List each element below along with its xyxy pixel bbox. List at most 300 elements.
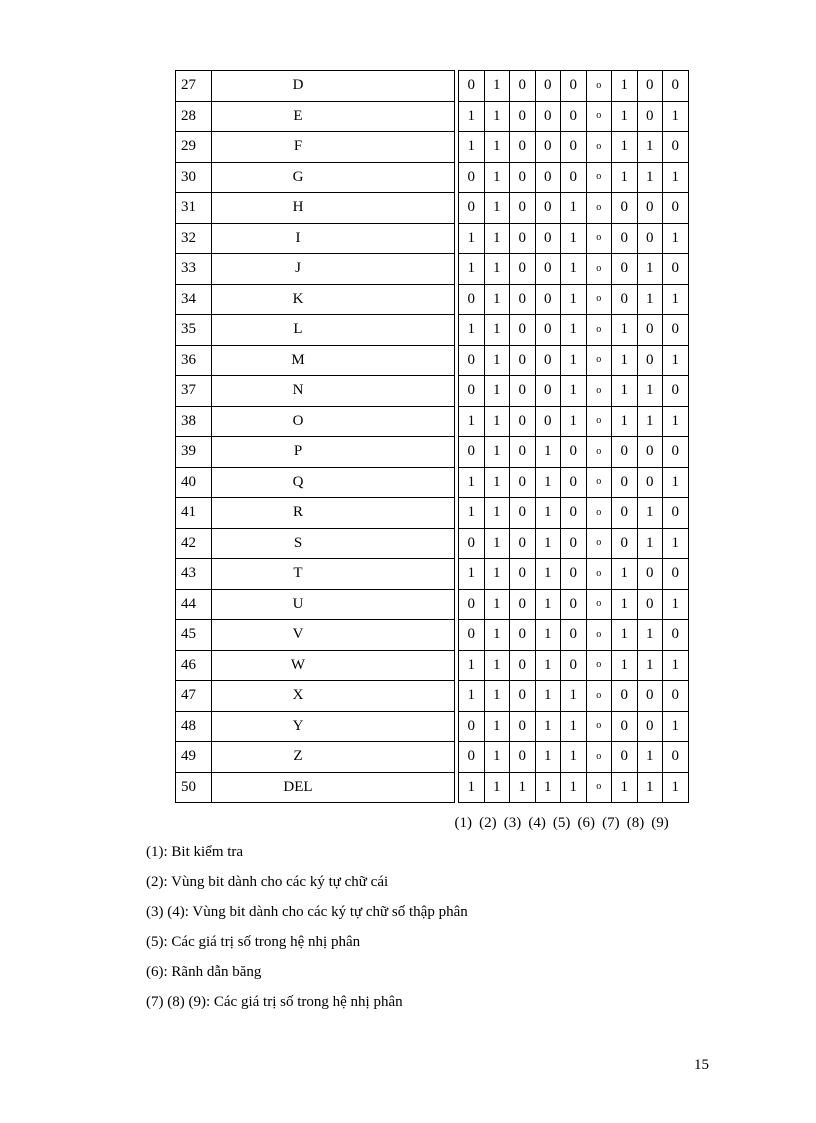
bit-cell: 1 <box>612 589 638 620</box>
bit-cell: 1 <box>484 559 510 590</box>
bit-cell: 1 <box>637 162 663 193</box>
bit-cell: 0 <box>561 71 587 102</box>
row-number: 47 <box>176 681 212 712</box>
table-row <box>176 71 689 102</box>
column-label: (8) <box>626 815 645 831</box>
bit-cell: 1 <box>459 681 485 712</box>
bit-cell: 0 <box>510 162 536 193</box>
code-table-body <box>176 71 689 803</box>
row-character: L <box>212 315 455 346</box>
sprocket-hole-cell: o <box>586 528 612 559</box>
table-row <box>176 254 689 285</box>
bit-cell: 0 <box>535 223 561 254</box>
column-label: (1) <box>454 815 473 831</box>
bit-cell: 0 <box>510 711 536 742</box>
bit-cell: 0 <box>612 467 638 498</box>
bit-cell: 1 <box>459 223 485 254</box>
sprocket-hole-cell: o <box>586 467 612 498</box>
sprocket-hole-cell: o <box>586 406 612 437</box>
bit-cell: 0 <box>535 315 561 346</box>
bit-cell: 1 <box>637 284 663 315</box>
bit-cell: 1 <box>612 650 638 681</box>
bit-cell: 0 <box>459 162 485 193</box>
bit-cell: 0 <box>510 71 536 102</box>
bit-cell: 1 <box>663 711 689 742</box>
note-line: (6): Rãnh dẫn băng <box>146 964 262 980</box>
column-label: (7) <box>602 815 620 831</box>
bit-cell: 0 <box>663 498 689 529</box>
row-character: E <box>212 101 455 132</box>
bit-cell: 1 <box>484 437 510 468</box>
row-character: T <box>212 559 455 590</box>
sprocket-hole-cell: o <box>586 437 612 468</box>
sprocket-hole-cell: o <box>586 254 612 285</box>
bit-cell: 0 <box>459 742 485 773</box>
bit-cell: 1 <box>510 772 536 803</box>
bit-cell: 1 <box>637 742 663 773</box>
column-label: (9) <box>651 815 669 831</box>
row-number: 32 <box>176 223 212 254</box>
bit-cell: 1 <box>484 498 510 529</box>
bit-cell: 1 <box>535 650 561 681</box>
bit-cell: 0 <box>663 193 689 224</box>
bit-cell: 1 <box>484 376 510 407</box>
bit-cell: 1 <box>535 437 561 468</box>
bit-cell: 1 <box>663 406 689 437</box>
row-character: H <box>212 193 455 224</box>
bit-cell: 0 <box>637 223 663 254</box>
row-character: Z <box>212 742 455 773</box>
bit-cell: 1 <box>663 162 689 193</box>
bit-cell: 0 <box>561 650 587 681</box>
table-row <box>176 101 689 132</box>
row-number: 37 <box>176 376 212 407</box>
sprocket-hole-cell: o <box>586 498 612 529</box>
bit-cell: 1 <box>561 711 587 742</box>
bit-cell: 0 <box>510 315 536 346</box>
row-character: P <box>212 437 455 468</box>
bit-cell: 1 <box>637 254 663 285</box>
bit-cell: 1 <box>484 101 510 132</box>
bit-cell: 1 <box>484 467 510 498</box>
row-number: 46 <box>176 650 212 681</box>
bit-cell: 1 <box>484 742 510 773</box>
bit-cell: 1 <box>459 498 485 529</box>
bit-cell: 1 <box>561 406 587 437</box>
bit-cell: 1 <box>484 315 510 346</box>
bit-cell: 0 <box>637 315 663 346</box>
bit-cell: 1 <box>612 559 638 590</box>
bit-cell: 1 <box>612 132 638 163</box>
row-number: 35 <box>176 315 212 346</box>
column-label: (5) <box>552 815 571 831</box>
bit-cell: 1 <box>663 223 689 254</box>
bit-cell: 1 <box>459 650 485 681</box>
bit-cell: 0 <box>510 406 536 437</box>
bit-cell: 0 <box>535 345 561 376</box>
bit-cell: 0 <box>535 376 561 407</box>
row-number: 34 <box>176 284 212 315</box>
column-label: (2) <box>479 815 497 831</box>
sprocket-hole-cell: o <box>586 71 612 102</box>
sprocket-hole-cell: o <box>586 315 612 346</box>
bit-cell: 0 <box>459 71 485 102</box>
bit-cell: 1 <box>637 406 663 437</box>
bit-cell: 1 <box>561 284 587 315</box>
note-line: (3) (4): Vùng bit dành cho các ký tự chữ số thập phân <box>146 904 468 920</box>
bit-cell: 1 <box>459 132 485 163</box>
bit-cell: 0 <box>510 589 536 620</box>
bit-cell: 0 <box>612 254 638 285</box>
bit-cell: 0 <box>459 193 485 224</box>
bit-cell: 1 <box>484 193 510 224</box>
table-row <box>176 620 689 651</box>
bit-cell: 0 <box>663 559 689 590</box>
row-character: J <box>212 254 455 285</box>
bit-cell: 0 <box>510 345 536 376</box>
bit-cell: 1 <box>561 254 587 285</box>
bit-cell: 0 <box>637 681 663 712</box>
bit-cell: 1 <box>484 620 510 651</box>
bit-cell: 1 <box>663 467 689 498</box>
row-character: M <box>212 345 455 376</box>
table-row <box>176 162 689 193</box>
bit-cell: 1 <box>561 315 587 346</box>
column-label: (6) <box>577 815 596 831</box>
bit-cell: 0 <box>612 498 638 529</box>
table-row <box>176 559 689 590</box>
note-line: (1): Bit kiểm tra <box>146 844 244 860</box>
bit-cell: 1 <box>561 681 587 712</box>
bit-cell: 1 <box>535 498 561 529</box>
bit-cell: 1 <box>459 406 485 437</box>
bit-cell: 0 <box>561 437 587 468</box>
bit-cell: 0 <box>459 284 485 315</box>
bit-cell: 0 <box>535 162 561 193</box>
bit-cell: 1 <box>637 498 663 529</box>
bit-cell: 0 <box>663 132 689 163</box>
bit-cell: 1 <box>663 589 689 620</box>
row-number: 36 <box>176 345 212 376</box>
bit-cell: 0 <box>612 711 638 742</box>
row-number: 33 <box>176 254 212 285</box>
bit-cell: 0 <box>459 711 485 742</box>
bit-cell: 0 <box>637 711 663 742</box>
bit-cell: 1 <box>484 162 510 193</box>
bit-cell: 1 <box>561 193 587 224</box>
sprocket-hole-cell: o <box>586 711 612 742</box>
bit-cell: 1 <box>637 528 663 559</box>
row-character: X <box>212 681 455 712</box>
bit-cell: 0 <box>535 406 561 437</box>
bit-cell: 0 <box>459 589 485 620</box>
bit-cell: 0 <box>663 315 689 346</box>
bit-cell: 1 <box>612 406 638 437</box>
bit-cell: 1 <box>663 528 689 559</box>
bit-cell: 1 <box>484 345 510 376</box>
bit-cell: 0 <box>637 467 663 498</box>
table-row <box>176 284 689 315</box>
table-row <box>176 772 689 803</box>
row-character: W <box>212 650 455 681</box>
row-number: 29 <box>176 132 212 163</box>
row-number: 43 <box>176 559 212 590</box>
legend-notes <box>146 842 468 1022</box>
bit-cell: 0 <box>510 437 536 468</box>
bit-cell: 1 <box>459 101 485 132</box>
bit-cell: 0 <box>510 376 536 407</box>
bit-cell: 1 <box>612 315 638 346</box>
row-number: 27 <box>176 71 212 102</box>
note-line: (7) (8) (9): Các giá trị số trong hệ nhị phân <box>146 994 403 1010</box>
bit-cell: 0 <box>459 376 485 407</box>
bit-cell: 1 <box>535 589 561 620</box>
bit-cell: 1 <box>561 772 587 803</box>
bit-cell: 0 <box>510 498 536 529</box>
bit-cell: 0 <box>510 254 536 285</box>
bit-cell: 1 <box>612 345 638 376</box>
table-row <box>176 406 689 437</box>
sprocket-hole-cell: o <box>586 284 612 315</box>
bit-cell: 0 <box>459 437 485 468</box>
bit-cell: 1 <box>612 772 638 803</box>
row-character: N <box>212 376 455 407</box>
bit-cell: 1 <box>663 345 689 376</box>
bit-cell: 1 <box>484 711 510 742</box>
code-table <box>175 70 689 803</box>
bit-cell: 1 <box>484 254 510 285</box>
table-row <box>176 650 689 681</box>
row-number: 28 <box>176 101 212 132</box>
row-character: DEL <box>212 772 455 803</box>
table-row <box>176 437 689 468</box>
bit-cell: 0 <box>510 650 536 681</box>
sprocket-hole-cell: o <box>586 742 612 773</box>
column-labels <box>451 815 672 832</box>
note-line: (2): Vùng bit dành cho các ký tự chữ cái <box>146 874 389 890</box>
bit-cell: 0 <box>663 742 689 773</box>
bit-cell: 0 <box>612 284 638 315</box>
bit-cell: 1 <box>535 772 561 803</box>
bit-cell: 0 <box>459 345 485 376</box>
column-label: (3) <box>503 815 522 831</box>
bit-cell: 1 <box>484 406 510 437</box>
bit-cell: 1 <box>484 681 510 712</box>
bit-cell: 0 <box>637 101 663 132</box>
row-character: D <box>212 71 455 102</box>
table-row <box>176 498 689 529</box>
bit-cell: 0 <box>637 437 663 468</box>
sprocket-hole-cell: o <box>586 193 612 224</box>
row-number: 48 <box>176 711 212 742</box>
bit-cell: 0 <box>561 132 587 163</box>
row-number: 45 <box>176 620 212 651</box>
bit-cell: 1 <box>612 71 638 102</box>
bit-cell: 0 <box>535 284 561 315</box>
bit-cell: 0 <box>510 681 536 712</box>
bit-cell: 1 <box>535 742 561 773</box>
row-number: 30 <box>176 162 212 193</box>
row-character: S <box>212 528 455 559</box>
row-character: G <box>212 162 455 193</box>
bit-cell: 0 <box>535 254 561 285</box>
bit-cell: 0 <box>561 620 587 651</box>
table-row <box>176 376 689 407</box>
row-character: F <box>212 132 455 163</box>
row-number: 42 <box>176 528 212 559</box>
table-row <box>176 467 689 498</box>
bit-cell: 1 <box>561 345 587 376</box>
bit-cell: 1 <box>484 772 510 803</box>
bit-cell: 1 <box>459 559 485 590</box>
bit-cell: 0 <box>510 101 536 132</box>
bit-cell: 1 <box>484 589 510 620</box>
bit-cell: 1 <box>612 620 638 651</box>
bit-cell: 0 <box>561 528 587 559</box>
bit-cell: 0 <box>561 162 587 193</box>
bit-cell: 0 <box>535 193 561 224</box>
table-row <box>176 132 689 163</box>
row-number: 31 <box>176 193 212 224</box>
bit-cell: 0 <box>663 437 689 468</box>
bit-cell: 0 <box>459 620 485 651</box>
bit-cell: 1 <box>535 620 561 651</box>
bit-cell: 1 <box>612 376 638 407</box>
bit-cell: 0 <box>510 528 536 559</box>
bit-cell: 0 <box>612 437 638 468</box>
sprocket-hole-cell: o <box>586 101 612 132</box>
row-character: I <box>212 223 455 254</box>
bit-cell: 0 <box>459 528 485 559</box>
bit-cell: 1 <box>484 650 510 681</box>
bit-cell: 1 <box>459 254 485 285</box>
bit-cell: 1 <box>561 223 587 254</box>
column-label: (4) <box>528 815 546 831</box>
row-number: 38 <box>176 406 212 437</box>
table-row <box>176 315 689 346</box>
page-number: 15 <box>694 1057 709 1073</box>
sprocket-hole-cell: o <box>586 345 612 376</box>
bit-cell: 0 <box>612 681 638 712</box>
bit-cell: 0 <box>535 101 561 132</box>
table-row <box>176 193 689 224</box>
sprocket-hole-cell: o <box>586 772 612 803</box>
bit-cell: 0 <box>535 132 561 163</box>
table-row <box>176 589 689 620</box>
bit-cell: 1 <box>663 284 689 315</box>
sprocket-hole-cell: o <box>586 223 612 254</box>
sprocket-hole-cell: o <box>586 589 612 620</box>
bit-cell: 1 <box>637 772 663 803</box>
bit-cell: 0 <box>510 193 536 224</box>
bit-cell: 1 <box>459 467 485 498</box>
bit-cell: 0 <box>663 376 689 407</box>
table-row <box>176 681 689 712</box>
table-row <box>176 711 689 742</box>
bit-cell: 0 <box>510 132 536 163</box>
bit-cell: 1 <box>637 620 663 651</box>
row-character: Y <box>212 711 455 742</box>
sprocket-hole-cell: o <box>586 162 612 193</box>
bit-cell: 0 <box>663 71 689 102</box>
row-character: K <box>212 284 455 315</box>
table-row <box>176 345 689 376</box>
bit-cell: 0 <box>612 223 638 254</box>
bit-cell: 0 <box>637 559 663 590</box>
bit-cell: 1 <box>484 284 510 315</box>
bit-cell: 1 <box>459 315 485 346</box>
bit-cell: 1 <box>561 742 587 773</box>
row-character: O <box>212 406 455 437</box>
note-line: (5): Các giá trị số trong hệ nhị phân <box>146 934 361 950</box>
sprocket-hole-cell: o <box>586 376 612 407</box>
bit-cell: 0 <box>561 467 587 498</box>
bit-cell: 1 <box>637 376 663 407</box>
bit-cell: 1 <box>637 650 663 681</box>
bit-cell: 1 <box>663 650 689 681</box>
bit-cell: 0 <box>612 528 638 559</box>
sprocket-hole-cell: o <box>586 132 612 163</box>
bit-cell: 0 <box>637 589 663 620</box>
bit-cell: 0 <box>612 193 638 224</box>
sprocket-hole-cell: o <box>586 650 612 681</box>
row-character: Q <box>212 467 455 498</box>
bit-cell: 0 <box>561 589 587 620</box>
bit-cell: 1 <box>535 528 561 559</box>
bit-cell: 0 <box>561 101 587 132</box>
bit-cell: 0 <box>612 742 638 773</box>
row-number: 40 <box>176 467 212 498</box>
bit-cell: 1 <box>535 467 561 498</box>
bit-cell: 1 <box>484 528 510 559</box>
bit-cell: 0 <box>510 559 536 590</box>
table-row <box>176 742 689 773</box>
bit-cell: 0 <box>510 467 536 498</box>
bit-cell: 0 <box>637 71 663 102</box>
bit-cell: 1 <box>484 223 510 254</box>
bit-cell: 1 <box>637 132 663 163</box>
sprocket-hole-cell: o <box>586 681 612 712</box>
row-character: U <box>212 589 455 620</box>
table-row <box>176 223 689 254</box>
bit-cell: 0 <box>510 620 536 651</box>
bit-cell: 0 <box>663 620 689 651</box>
bit-cell: 1 <box>484 71 510 102</box>
bit-cell: 0 <box>637 193 663 224</box>
bit-cell: 0 <box>535 71 561 102</box>
bit-cell: 0 <box>663 254 689 285</box>
sprocket-hole-cell: o <box>586 559 612 590</box>
bit-cell: 1 <box>535 559 561 590</box>
bit-cell: 1 <box>459 772 485 803</box>
bit-cell: 0 <box>510 223 536 254</box>
bit-cell: 0 <box>561 559 587 590</box>
bit-cell: 1 <box>663 101 689 132</box>
sprocket-hole-cell: o <box>586 620 612 651</box>
row-number: 49 <box>176 742 212 773</box>
bit-cell: 1 <box>612 162 638 193</box>
row-number: 50 <box>176 772 212 803</box>
bit-cell: 0 <box>510 742 536 773</box>
bit-cell: 1 <box>612 101 638 132</box>
bit-cell: 1 <box>535 681 561 712</box>
row-character: R <box>212 498 455 529</box>
row-number: 44 <box>176 589 212 620</box>
bit-cell: 1 <box>535 711 561 742</box>
table-row <box>176 528 689 559</box>
row-number: 39 <box>176 437 212 468</box>
bit-cell: 1 <box>663 772 689 803</box>
